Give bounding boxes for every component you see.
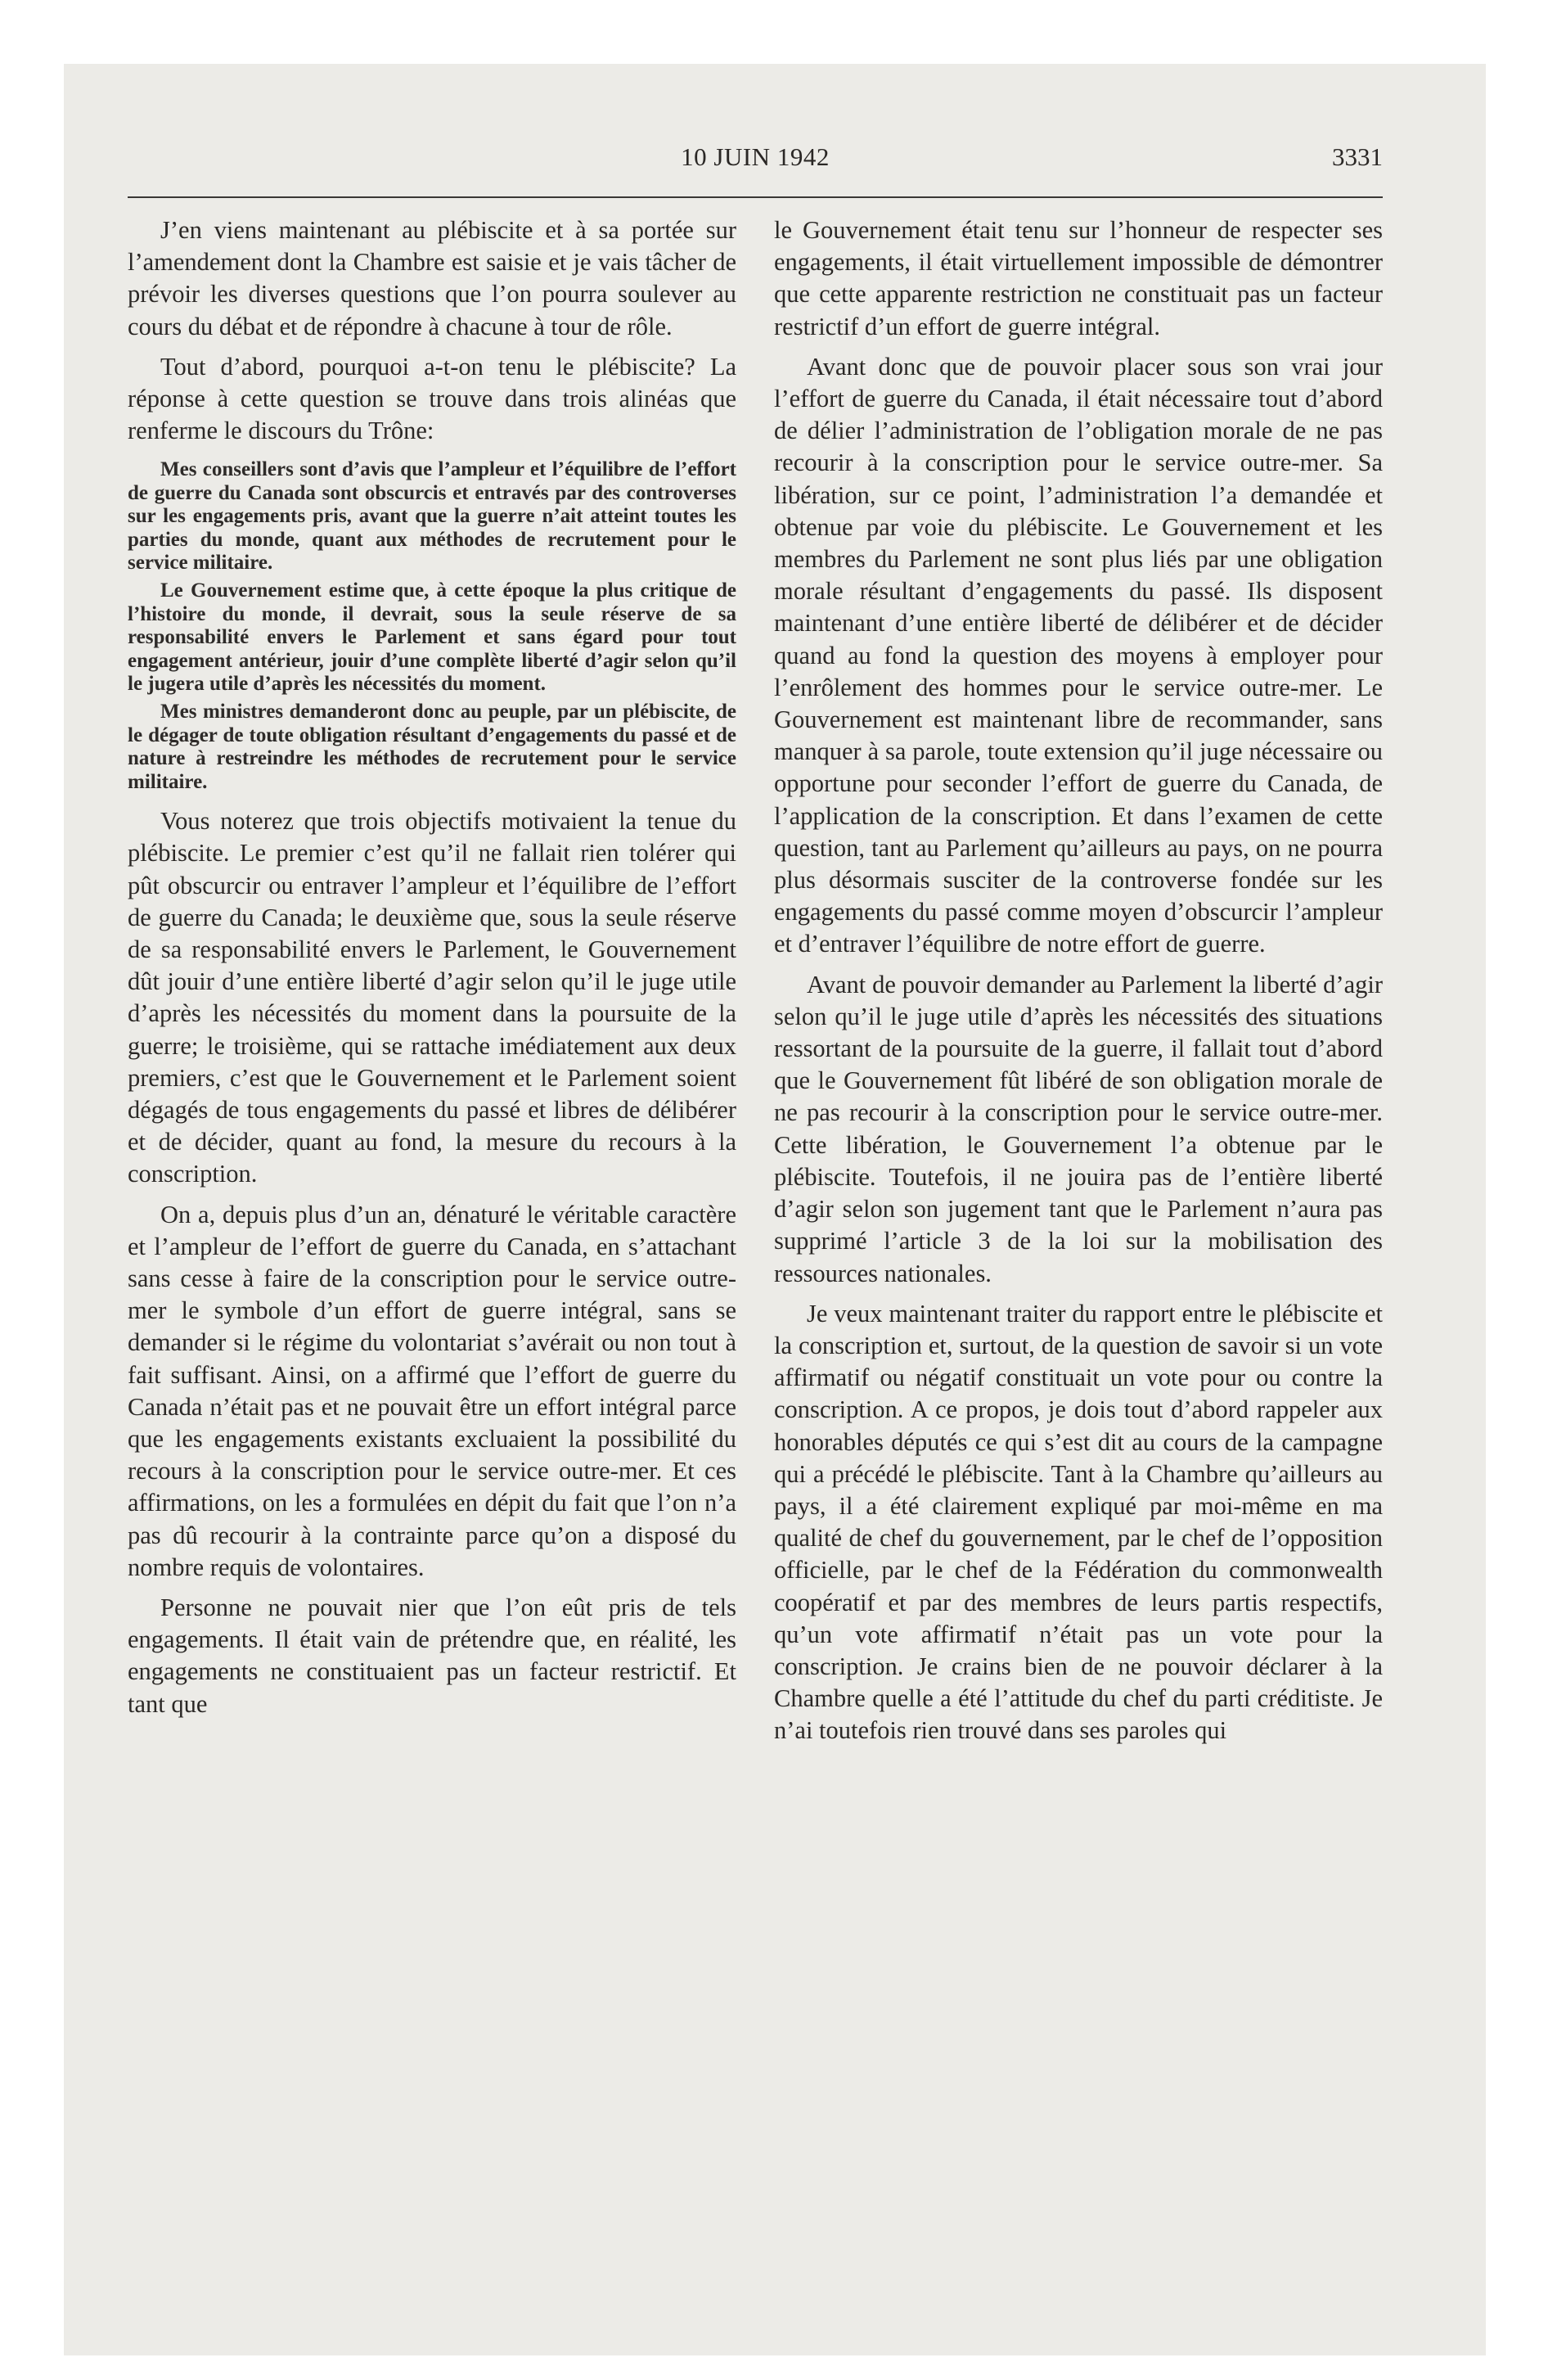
paragraph: Tout d’abord, pourquoi a-t-on tenu le plébiscite? La réponse à cette question se trouve dans trois alinéas que renferme le discours du Trône: [128,352,736,445]
quoted-paragraph: Mes ministres demanderont donc au peuple, par un plébiscite, de le dégager de toute obligation résultant d’engagements du passé et de nature à restreindre les méthodes de recrutement pour le service militaire. [128,701,736,793]
paragraph: Avant donc que de pouvoir placer sous son vrai jour l’effort de guerre du Canada, il était nécessaire tout d’abord de délier l’administration de l’obligation morale de ne pas recourir à la conscription pour le service outre-mer. Sa libération, sur ce point, l’administration l’a demandée et obtenue par voie du plébiscite. Le Gouvernement et les membres du Parlement ne sont plus liés par une obligation morale résultant d’engagements du passé. Ils disposent maintenant d’une entière liberté de délibérer et de décider quand au fond la question des moyens à employer pour l’enrôlement des hommes pour le service outre-mer. Le Gouvernement est maintenant libre de recommander, sans manquer à sa parole, toute extension qu’il juge nécessaire ou opportune pour seconder l’effort de guerre du Canada, de l’application de la conscription. Et dans l’examen de cette question, tant au Parlement qu’ailleurs au pays, on ne pourra plus désormais susciter de la controverse fondée sur les engagements du passé comme moyen d’obscurcir l’ampleur et d’entraver l’équilibre de notre effort de guerre. [774,352,1383,958]
header-date: 10 JUIN 1942 [681,142,830,171]
right-column [774,214,1383,1756]
quoted-paragraph: Mes conseillers sont d’avis que l’ampleur et l’équilibre de l’effort de guerre du Canada sont obscurcis et entravés par des controverses sur les engagements pris, avant que la guerre n’ait atteint toutes les parties du monde, quant aux méthodes de recrutement pour le service militaire. [128,458,736,575]
paragraph: Personne ne pouvait nier que l’on eût pris de tels engagements. Il était vain de prétendre que, en réalité, les engagements ne constituaient pas un facteur restrictif. Et tant que [128,1593,736,1718]
page-number: 3331 [1332,142,1383,171]
paragraph: Je veux maintenant traiter du rapport entre le plébiscite et la conscription et, surtout, de la question de savoir si un vote affirmatif ou négatif constituait un vote pour ou contre la conscription. A ce propos, je dois tout d’abord rappeler aux honorables députés ce qui s’est dit au cours de la campagne qui a précédé le plébiscite. Tant à la Chambre qu’ailleurs au pays, il a été clairement expliqué par moi-même en ma qualité de chef du gouvernement, par le chef de l’opposition officielle, par le chef de la Fédération du commonwealth coopératif et par des membres de leurs partis respectifs, qu’un vote affirmatif n’était pas un vote pour la conscription. Je crains bien de ne pouvoir déclarer à la Chambre quelle a été l’attitude du chef du parti créditiste. Je n’ai toutefois rien trouvé dans ses paroles qui [774,1299,1383,1745]
left-column [128,214,736,1729]
quoted-paragraph: Le Gouvernement estime que, à cette époque la plus critique de l’histoire du monde, il devrait, sous la seule réserve de sa responsabilité envers le Parlement et sans égard pour tout engagement antérieur, jouir d’une complète liberté d’agir selon qu’il le jugera utile d’après les nécessités du moment. [128,579,736,696]
paragraph: On a, depuis plus d’un an, dénaturé le véritable caractère et l’ampleur de l’effort de guerre du Canada, en s’attachant sans cesse à faire de la conscription pour le service outre-mer le symbole d’un effort de guerre intégral, sans se demander si le régime du volontariat s’avérait ou non tout à fait suffisant. Ainsi, on a affirmé que l’effort de guerre du Canada n’était pas et ne pouvait être un effort intégral parce que les engagements existants excluaient la possibilité du recours à la conscription pour le service outre-mer. Et ces affirmations, on les a formulées en dépit du fait que l’on n’a pas dû recourir à la contrainte parce qu’on a disposé du nombre requis de volontaires. [128,1200,736,1581]
paragraph: le Gouvernement était tenu sur l’honneur de respecter ses engagements, il était virtuellement impossible de démontrer que cette apparente restriction ne constituait pas un facteur restrictif d’un effort de guerre intégral. [774,216,1383,340]
paragraph: J’en viens maintenant au plébiscite et à sa portée sur l’amendement dont la Chambre est saisie et je vais tâcher de prévoir les diverses questions que l’on pourra soulever au cours du débat et de répondre à chacune à tour de rôle. [128,216,736,340]
paragraph: Avant de pouvoir demander au Parlement la liberté d’agir selon qu’il le juge utile d’après les nécessités des situations ressortant de la poursuite de la guerre, il fallait tout d’abord que le Gouvernement fût libéré de son obligation morale de ne pas recourir à la conscription pour le service outre-mer. Cette libération, le Gouvernement l’a obtenue par le plébiscite. Toutefois, il ne jouira pas de l’entière liberté d’agir selon son jugement tant que le Parlement n’aura pas supprimé l’article 3 de la loi sur la mobilisation des ressources nationales. [774,970,1383,1287]
paragraph: Vous noterez que trois objectifs motivaient la tenue du plébiscite. Le premier c’est qu’il ne fallait rien tolérer qui pût obscurcir ou entraver l’ampleur et l’équilibre de l’effort de guerre du Canada; le deuxième que, sous la seule réserve de sa responsabilité envers le Parlement, le Gouvernement dût jouir d’une entière liberté d’agir selon qu’il le juge utile d’après les nécessités du moment dans la poursuite de la guerre; le troisième, qui se rattache imédiatement aux deux premiers, c’est que le Gouvernement et le Parlement soient dégagés de tous engagements du passé et libres de délibérer et de décider, quant au fond, la mesure du recours à la conscription. [128,807,736,1188]
header-rule [128,196,1383,198]
page-header [128,142,1383,180]
